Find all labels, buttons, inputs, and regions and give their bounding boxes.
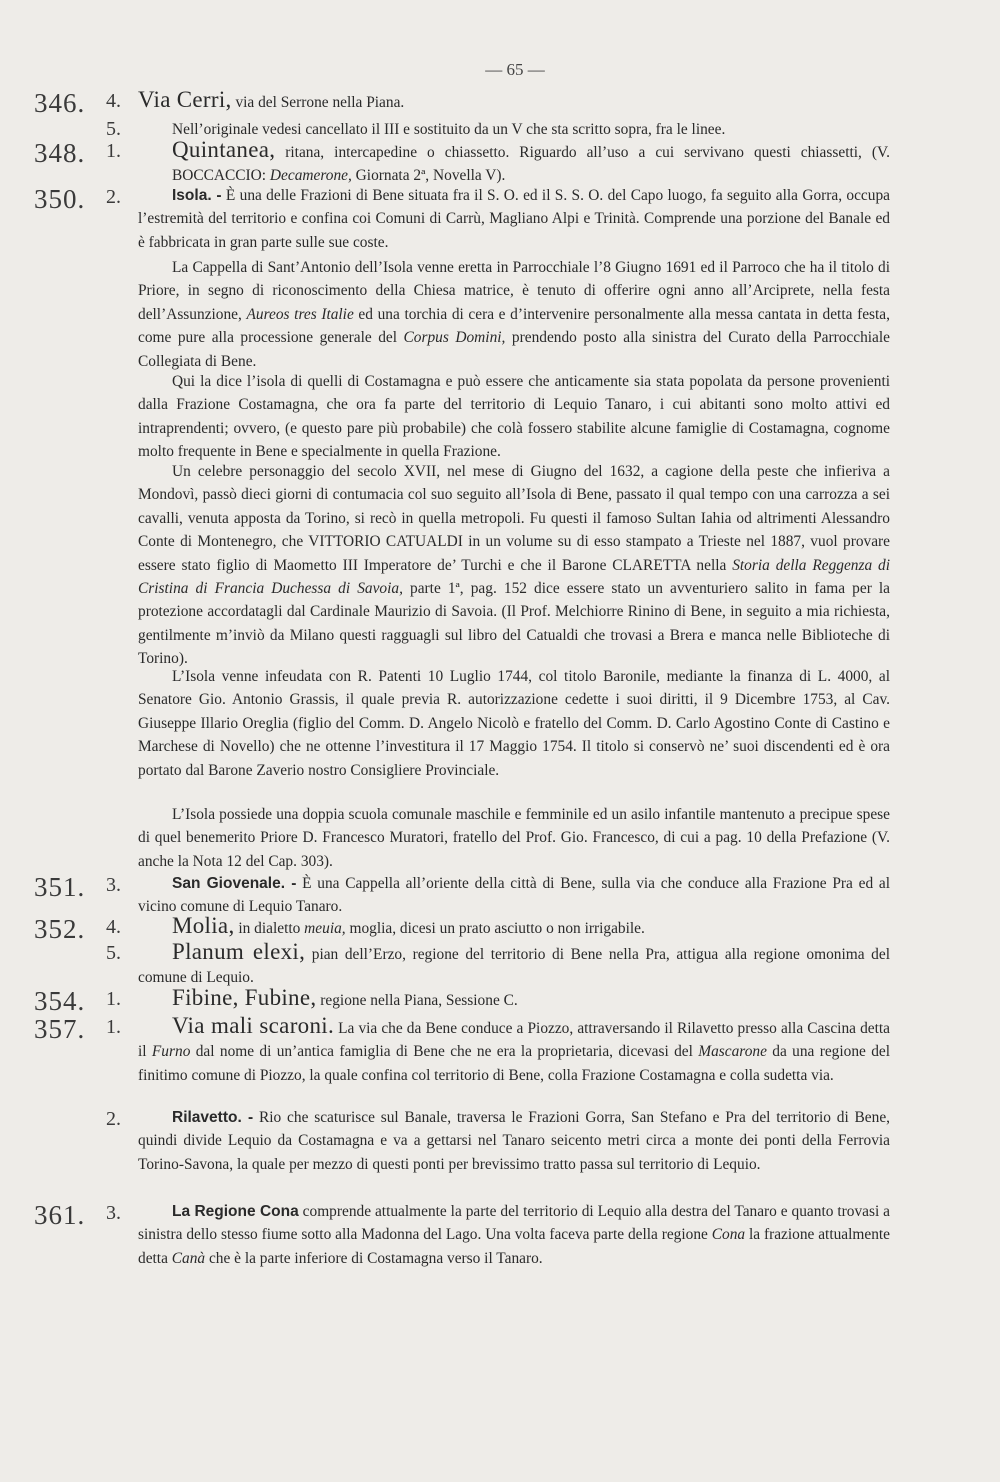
section-number: 348. — [34, 138, 86, 168]
entry-text: pian dell’Erzo, regione del territorio di Bene nella Pra, attigua alla regione omonima del comune di Lequio. — [138, 946, 890, 987]
entry-body — [138, 1200, 890, 1270]
section-number: 351. — [34, 872, 86, 902]
entry-text: regione nella Piana, Sessione C. — [316, 992, 518, 1009]
note-number: 4. — [106, 90, 121, 112]
entry-heading: Via mali scaroni. — [172, 1013, 334, 1038]
entry-body — [172, 138, 890, 188]
page-number: — 65 — — [485, 60, 545, 79]
entry-text: in dialetto — [234, 920, 305, 937]
entry-body: Nell’originale vedesi cancellato il III e sostituito da un V che sta scritto sopra, fra le linee. — [172, 121, 726, 138]
entry-text: Giornata 2ª, Novella V). — [351, 167, 506, 185]
entry-text: da una regione del finitimo comune di Piozzo, la quale confina col territorio di Bene, colla Frazione Costamagna e colla sudetta via. — [138, 1043, 891, 1084]
paragraph-italic: Aureos tres Italie — [246, 305, 354, 323]
entry-body — [138, 940, 890, 990]
section-number: 357. — [34, 1014, 86, 1044]
entry-heading: Fibine, Fubine, — [172, 985, 317, 1010]
note-number: 2. — [106, 186, 121, 208]
section-number: 350. — [34, 184, 86, 214]
entry-text: ritana, intercapedine o chiassetto. Riguardo all’uso a cui servivano questi chiassetti, (V. BOCCACCIO: — [172, 144, 890, 185]
entry-heading: La Regione Cona — [172, 1203, 299, 1220]
entry-italic: Furno — [151, 1043, 191, 1061]
paragraph-text: parte 1ª, pag. 152 dice essere stato un avventuriero salito in fama per la protezione accordatagli dal Cardinale Maurizio di Savoia. (Il Prof. Melchiorre Rinino di Bene, in seguito a mia richiesta, gentilmente m’inviò da Milano questi ragguagli sul libro del Catualdi che trovasi a Brera e manca nelle Biblioteche di Torino). — [138, 580, 890, 668]
note-number: 2. — [106, 1108, 121, 1130]
section-number: 346. — [34, 88, 86, 118]
entry-text: La via che da Bene conduce a Piozzo, attraversando il Rilavetto presso alla Cascina detta il — [138, 1020, 890, 1061]
note-number: 3. — [106, 1202, 121, 1224]
note-number: 1. — [106, 140, 121, 162]
section-number: 352. — [34, 914, 86, 944]
entry-text: la frazione attualmente detta — [138, 1226, 890, 1267]
paragraph-infeudata: L’Isola venne infeudata con R. Patenti 10 Luglio 1744, col titolo Baronile, mediante la finanza di L. 4000, al Senatore Gio. Antonio Grassis, il quale previa R. autorizzazione cedette i suoi diritti, il 9 Dicembre 1753, al Cav. Giuseppe Illario Oreglia (figlio del Comm. D. Angelo Nicolò e fratello del Comm. D. Carlo Agostino Conte di Castino e Marchese di Novello) che ne ottenne l’investitura il 17 Maggio 1754. Il titolo si conservò ne’ suoi discendenti ed è ora portato dal Barone Zaverio nostro Consigliere Provinciale. — [138, 668, 890, 779]
entry-heading: Rilavetto. - — [172, 1109, 254, 1126]
entry-italic: Decamerone, — [269, 167, 352, 185]
entry-body — [138, 1106, 890, 1176]
entry-text: dal nome di un’antica famiglia di Bene che ne era la proprietaria, dicevasi del — [190, 1043, 699, 1061]
entry-text: comprende attualmente la parte del territorio di Lequio alla destra del Tanaro e quanto trovasi a sinistra dello stesso fiume sotto alla Madonna del Lago. Una volta faceva parte della regione — [138, 1203, 890, 1244]
entry-italic: Cona — [711, 1226, 746, 1244]
entry-heading: Via Cerri, — [138, 87, 232, 112]
paragraph-cappella — [138, 256, 890, 373]
entry-heading: Quintanea, — [172, 137, 276, 162]
paragraph-italic: Storia della Reggenza di Cristina di Francia Duchessa di Savoia, — [138, 556, 891, 598]
paragraph-italic: Corpus Domini, — [403, 329, 506, 347]
entry-text: È una delle Frazioni di Bene situata fra il S. O. ed il S. S. O. del Capo luogo, fa seguito alla Gorra, occupa l’estremità del territorio e confina coi Comuni di Carrù, Magliano Alpi e Trinità. Comprende una porzione del Banale ed è fabbricata in gran parte sulle sue coste. — [138, 187, 890, 251]
entry-heading: Isola. - — [172, 187, 222, 204]
paragraph-text: Un celebre personaggio del secolo XVII, nel mese di Giugno del 1632, a cagione della peste che infieriva a Mondovì, passò dieci giorni di contumacia col suo seguito all’Isola di Bene, passato il qual tempo con una carrozza a sei cavalli, venuta apposta da Torino, si recò in quella metropoli. Fu questi il famoso Sultan Iahia od altrimenti Alessandro Conte di Montenegro, che VITTORIO CATUALDI in un volume su di esso stampato a Trieste nel 1887, vuol provare essere stato figlio di Maometto III Imperatore de’ Turchi e che il Barone CLARETTA nella — [138, 463, 890, 574]
entry-body — [172, 986, 890, 1012]
paragraph-text: La Cappella di Sant’Antonio dell’Isola venne eretta in Parrocchiale l’8 Giugno 1691 ed il Parroco che ha il titolo di Priore, in segno di riconoscimento della Chiesa matrice, è tenuto di offerire ogni anno all’Arciprete, nella festa dell’Assunzione, — [138, 259, 890, 323]
note-number: 5. — [106, 942, 121, 964]
section-number: 361. — [34, 1200, 86, 1230]
paragraph-costamagna: Qui la dice l’isola di quelli di Costamagna e può essere che anticamente sia stata popolata da persone provenienti dalla Frazione Costamagna, che ora fa parte del territorio di Lequio Tanaro, i cui abitanti sono molto attivi ed intraprendenti; ovvero, (e questo pare più probabile) che colà fossero stabilite alcune famiglie di Costamagna, cognome molto frequente in Bene e specialmente in quella Frazione. — [138, 373, 890, 461]
paragraph-scuola: L’Isola possiede una doppia scuola comunale maschile e femminile ed un asilo infantile mantenuto a precipue spese di quel benemerito Priore D. Francesco Muratori, fratello del Prof. Gio. Francesco, di cui a pag. 10 della Prefazione (V. anche la Nota 12 del Cap. 303). — [138, 806, 890, 870]
note-number: 3. — [106, 874, 121, 896]
entry-heading: Molia, — [172, 913, 235, 938]
entry-body — [172, 914, 890, 940]
note-number: 1. — [106, 1016, 121, 1038]
entry-heading: San Giovenale. - — [172, 875, 297, 892]
entry-body — [138, 184, 890, 254]
entry-text: moglia, dicesi un prato asciutto o non irrigabile. — [345, 920, 645, 937]
entry-text: via del Serrone nella Piana. — [231, 94, 405, 111]
entry-text: Rio che scaturisce sul Banale, traversa le Frazioni Gorra, San Stefano e Pra del territorio di Bene, quindi divide Lequio da Costamagna e va a gettarsi nel Tanaro seicento metri circa a monte dei ponti della Ferrovia Torino-Savona, la quale per mezzo di questi ponti per brevissimo tratto passa sul territorio di Lequio. — [138, 1109, 891, 1173]
entry-italic: meuia, — [304, 920, 346, 937]
entry-heading: Planum elexi, — [172, 939, 306, 964]
note-number: 1. — [106, 988, 121, 1010]
section-number: 354. — [34, 986, 86, 1016]
entry-body — [138, 1014, 890, 1087]
paragraph-text: ed una torchia di cera e d’intervenire personalmente alla messa cantata in detta festa, come pure alla processione generale del — [138, 305, 890, 347]
entry-body — [138, 88, 890, 114]
entry-italic: Mascarone — [698, 1043, 767, 1061]
paragraph-text: prendendo posto alla sinistra del Curato della Parrocchiale Collegiata di Bene. — [138, 329, 890, 370]
entry-text: È una Cappella all’oriente della città di Bene, sulla via che conduce alla Frazione Pra ed al vicino comune di Lequio Tanaro. — [138, 875, 890, 916]
entry-body — [138, 872, 890, 919]
entry-text: che è la parte inferiore di Costamagna verso il Tanaro. — [205, 1249, 543, 1267]
paragraph-personaggio — [138, 460, 890, 671]
note-number: 4. — [106, 916, 121, 938]
note-number: 5. — [106, 118, 121, 140]
entry-italic: Canà — [171, 1249, 206, 1267]
